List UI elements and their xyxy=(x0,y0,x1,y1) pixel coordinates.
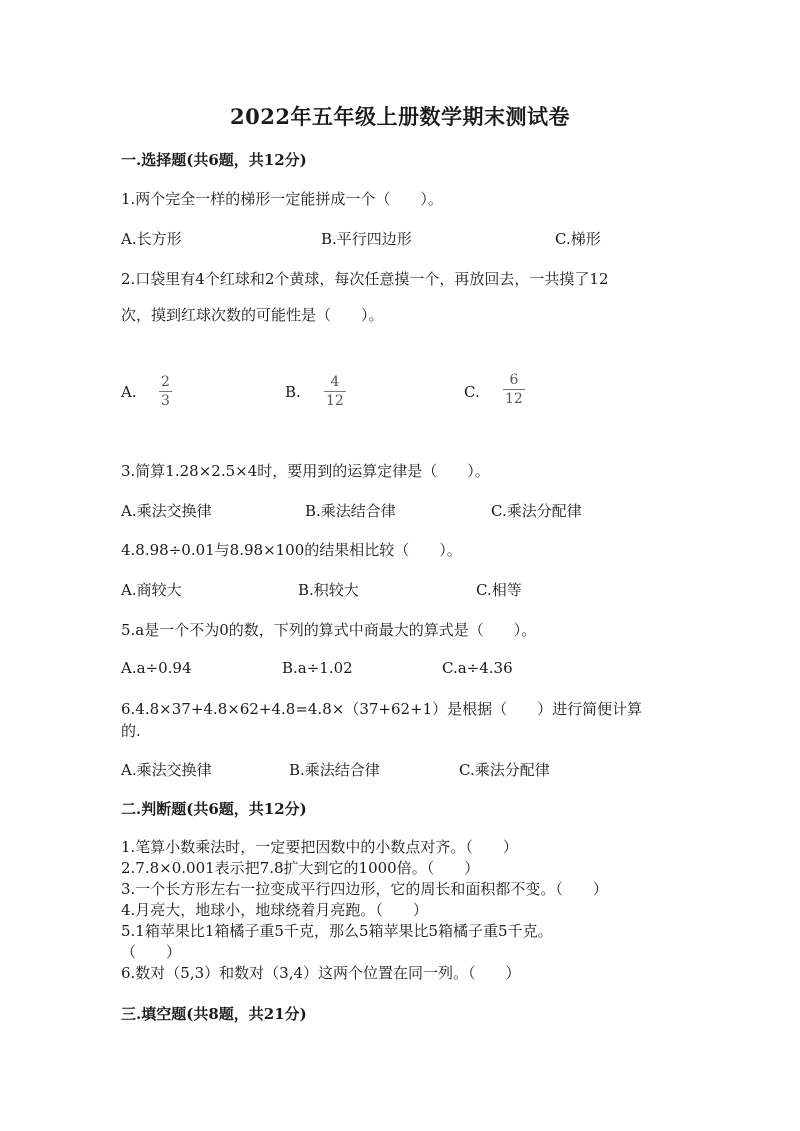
q5-option-c: C.a÷4.36 xyxy=(442,659,513,677)
judgment-4: 4.月亮大，地球小，地球绕着月亮跑。（ ） xyxy=(121,901,428,919)
q5-option-b: B.a÷1.02 xyxy=(282,659,353,677)
q1-option-c: C.梯形 xyxy=(555,230,601,248)
q2-option-a-label: A. xyxy=(121,383,137,401)
question-1: 1.两个完全一样的梯形一定能拼成一个（ ）。 xyxy=(121,190,443,208)
judgment-1: 1.笔算小数乘法时，一定要把因数中的小数点对齐。（ ） xyxy=(121,838,518,856)
question-2-line2: 次，摸到红球次数的可能性是（ ）。 xyxy=(121,306,384,324)
section-heading-judgment: 二.判断题(共6题，共12分) xyxy=(121,800,307,818)
judgment-6: 6.数对（5,3）和数对（3,4）这两个位置在同一列。（ ） xyxy=(121,964,521,982)
judgment-5-line1: 5.1箱苹果比1箱橘子重5千克，那么5箱苹果比5箱橘子重5千克。 xyxy=(121,922,553,940)
q1-option-b: B.平行四边形 xyxy=(321,230,412,248)
section-heading-fill-blank: 三.填空题(共8题，共21分) xyxy=(121,1005,307,1023)
q4-option-b: B.积较大 xyxy=(298,581,359,599)
q6-option-c: C.乘法分配律 xyxy=(459,761,550,779)
judgment-5-line2: （ ） xyxy=(121,943,182,961)
fraction-denominator: 12 xyxy=(326,393,344,409)
q2-option-c-fraction xyxy=(503,372,525,407)
question-2-line1: 2.口袋里有4个红球和2个黄球，每次任意摸一个，再放回去，一共摸了12 xyxy=(121,270,609,288)
q2-option-c-label: C. xyxy=(464,383,480,401)
q2-option-b-fraction xyxy=(324,374,346,409)
q3-option-c: C.乘法分配律 xyxy=(491,502,582,520)
question-3: 3.简算1.28×2.5×4时，要用到的运算定律是（ ）。 xyxy=(121,462,490,480)
question-4: 4.8.98÷0.01与8.98×100的结果相比较（ ）。 xyxy=(121,541,462,559)
judgment-3: 3.一个长方形左右一拉变成平行四边形，它的周长和面积都不变。（ ） xyxy=(121,880,608,898)
question-5: 5.a是一个不为0的数，下列的算式中商最大的算式是（ ）。 xyxy=(121,621,537,639)
fraction-denominator: 12 xyxy=(505,391,523,407)
fraction-numerator: 2 xyxy=(161,374,170,390)
section-heading-choice: 一.选择题(共6题，共12分) xyxy=(121,151,307,169)
q2-option-a-fraction xyxy=(159,374,172,409)
page-title: 2022年五年级上册数学期末测试卷 xyxy=(230,104,570,129)
q4-option-c: C.相等 xyxy=(476,581,522,599)
q6-option-a: A.乘法交换律 xyxy=(121,761,212,779)
fraction-numerator: 6 xyxy=(509,372,519,388)
fraction-denominator: 3 xyxy=(161,393,170,409)
q4-option-a: A.商较大 xyxy=(121,581,182,599)
question-6-line2: 的. xyxy=(121,722,141,740)
q2-option-b-label: B. xyxy=(285,383,301,401)
q6-option-b: B.乘法结合律 xyxy=(289,761,380,779)
fraction-numerator: 4 xyxy=(330,374,340,390)
q1-option-a: A.长方形 xyxy=(121,230,182,248)
judgment-2: 2.7.8×0.001表示把7.8扩大到它的1000倍。（ ） xyxy=(121,859,480,877)
question-6-line1: 6.4.8×37+4.8×62+4.8=4.8×（37+62+1）是根据（ ）进行简便计算 xyxy=(121,700,643,718)
q5-option-a: A.a÷0.94 xyxy=(121,659,192,677)
q3-option-a: A.乘法交换律 xyxy=(121,502,212,520)
q3-option-b: B.乘法结合律 xyxy=(305,502,396,520)
